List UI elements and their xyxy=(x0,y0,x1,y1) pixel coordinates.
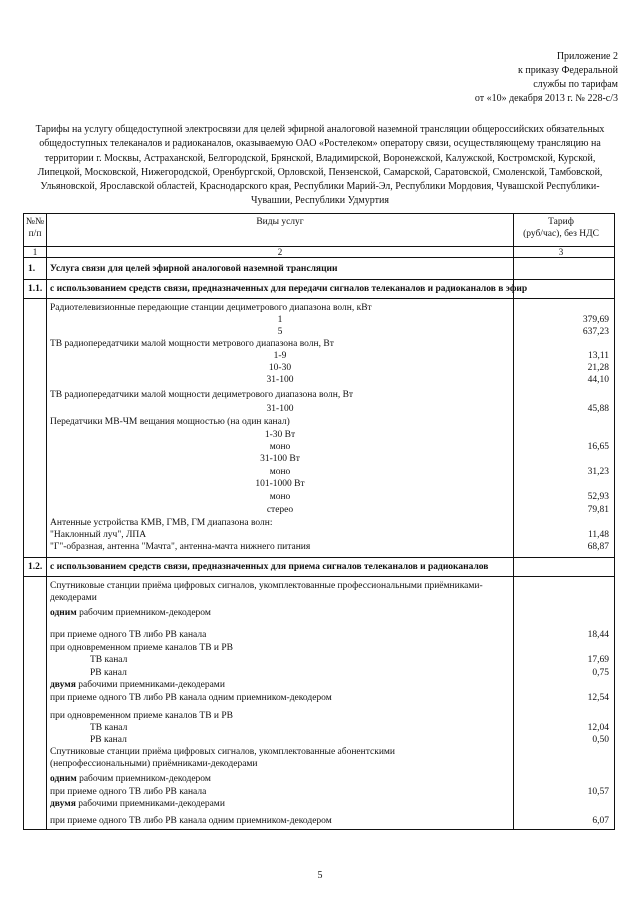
appendix-header xyxy=(398,50,618,106)
service-text: при приеме одного ТВ либо РВ канала xyxy=(50,787,207,797)
column-number: 3 xyxy=(558,247,564,257)
service-description xyxy=(50,642,233,654)
title-line: Липецкой, Московской, Нижегородской, Оренбургской, Орловской, Пензенской, Самарской, Саратовской, Смоленской, Тамбовской, xyxy=(37,166,603,178)
service-description xyxy=(50,302,372,314)
service-description xyxy=(50,758,258,770)
service-description xyxy=(50,541,310,553)
service-text: 1-9 xyxy=(273,351,287,361)
service-text: 101-1000 Вт xyxy=(255,479,305,489)
service-text: 10-30 xyxy=(268,363,292,373)
service-text: Передатчики МВ-ЧМ вещания мощностью (на один канал) xyxy=(50,417,290,427)
service-text: рабочими приемниками-декодерами xyxy=(75,680,225,690)
bold-qualifier: одним xyxy=(50,608,77,618)
service-description xyxy=(50,679,225,691)
tariff-value: 11,48 xyxy=(587,530,609,540)
service-description xyxy=(90,667,127,679)
tariff-value: 79,81 xyxy=(587,505,609,515)
service-description xyxy=(50,746,395,758)
service-text: РВ канал xyxy=(90,735,127,745)
table-border xyxy=(23,557,614,558)
row-number: 1. xyxy=(28,264,36,274)
row-number: 1.1. xyxy=(28,284,43,294)
service-description xyxy=(48,441,512,453)
service-text: 31-100 xyxy=(266,375,294,385)
service-text: стерео xyxy=(266,505,294,515)
service-text: ТВ канал xyxy=(90,655,128,665)
tariff-value: 44,10 xyxy=(587,375,609,385)
bold-qualifier: одним xyxy=(50,774,77,784)
service-description xyxy=(48,362,512,374)
service-description xyxy=(48,491,512,503)
appendix-line: к приказу Федеральной xyxy=(518,65,618,76)
service-text: при одновременном приеме каналов ТВ и РВ xyxy=(50,643,233,653)
table-border xyxy=(614,213,615,830)
service-description xyxy=(48,453,512,465)
service-description xyxy=(90,734,127,746)
service-text: при приеме одного ТВ либо РВ канала xyxy=(50,630,207,640)
service-text: 31-100 Вт xyxy=(260,454,300,464)
tariff-value: 45,88 xyxy=(587,404,609,414)
service-description xyxy=(50,815,332,827)
service-text: с использованием средств связи, предназначенных для передачи сигналов телеканалов и радиоканалов в эфир xyxy=(50,284,528,294)
service-description xyxy=(48,429,512,441)
service-text: РВ канал xyxy=(90,668,127,678)
service-description xyxy=(50,416,290,428)
service-text: Услуга связи для целей эфирной аналоговой наземной трансляции xyxy=(50,264,338,274)
tariff-value: 10,57 xyxy=(587,787,609,797)
tariff-value: 379,69 xyxy=(582,315,609,325)
service-description xyxy=(50,798,225,810)
service-description xyxy=(50,692,332,704)
table-border xyxy=(23,829,614,830)
service-text: "Г"-образная, антенна "Мачта", антенна-мачта нижнего питания xyxy=(50,542,311,552)
column-number: 1 xyxy=(32,247,38,257)
appendix-line: от «10» декабря 2013 г. № 228-с/3 xyxy=(474,93,618,104)
service-description xyxy=(48,504,512,516)
tariff-value: 17,69 xyxy=(587,655,609,665)
bold-qualifier: двумя xyxy=(50,680,76,690)
service-text: рабочим приемником-декодером xyxy=(76,608,211,618)
bold-qualifier: двумя xyxy=(50,799,76,809)
service-description xyxy=(90,654,127,666)
table-border xyxy=(23,213,614,214)
document-title xyxy=(24,123,616,209)
tariff-value: 52,93 xyxy=(587,492,609,502)
service-description xyxy=(50,629,206,641)
tariff-value: 12,54 xyxy=(587,693,609,703)
service-description xyxy=(48,403,512,415)
tariff-value: 13,11 xyxy=(587,351,609,361)
service-text: декодерами xyxy=(50,593,97,603)
service-description xyxy=(50,607,211,619)
service-text: (непрофессиональными) приёмниками-декодерами xyxy=(50,759,258,769)
title-line: общедоступных телеканалов и радиоканалов, оказываемую ОАО «Ростелеком» оператору связи, осуществляющему трансляцию на xyxy=(39,138,601,150)
row-number: 1.2. xyxy=(28,562,43,572)
service-description xyxy=(50,389,353,401)
tariff-value: 18,44 xyxy=(587,630,609,640)
service-description xyxy=(50,561,488,573)
service-description xyxy=(50,592,97,604)
service-text: моно xyxy=(269,442,291,452)
service-description xyxy=(50,529,146,541)
tariff-value: 21,28 xyxy=(587,363,609,373)
appendix-line: Приложение 2 xyxy=(556,51,618,62)
service-text: Антенные устройства КМВ, ГМВ, ГМ диапазона волн: xyxy=(50,518,273,528)
table-border xyxy=(23,298,614,299)
service-text: "Наклонный луч", ЛПА xyxy=(50,530,147,540)
service-description xyxy=(50,710,233,722)
service-text: моно xyxy=(269,492,291,502)
service-text: 31-100 xyxy=(266,404,294,414)
service-text: ТВ радиопередатчики малой мощности метрового диапазона волн, Вт xyxy=(50,339,334,349)
title-line: Тарифы на услугу общедоступной электросвязи для целей эфирной аналоговой наземной трансляции общероссийских обязательных xyxy=(35,124,605,135)
service-description xyxy=(50,773,211,785)
tariff-value: 0,75 xyxy=(592,668,609,678)
tariff-value: 16,65 xyxy=(587,442,609,452)
table-border xyxy=(23,576,614,577)
table-border xyxy=(23,279,614,280)
service-text: при приеме одного ТВ либо РВ канала одним приемником-декодером xyxy=(50,693,332,703)
table-border xyxy=(23,257,614,258)
table-border xyxy=(46,213,47,830)
service-text: Радиотелевизионные передающие станции дециметрового диапазона волн, кВт xyxy=(50,303,372,313)
service-text: ТВ канал xyxy=(90,723,128,733)
service-description xyxy=(50,517,273,529)
service-description xyxy=(48,326,512,338)
service-description xyxy=(48,374,512,386)
service-text: моно xyxy=(269,467,291,477)
tariff-value: 31,23 xyxy=(587,467,609,477)
service-description xyxy=(48,466,512,478)
service-text: при одновременном приеме каналов ТВ и РВ xyxy=(50,711,233,721)
title-line: территории г. Москвы, Астраханской, Белгородской, Брянской, Владимирской, Воронежской, Калужской, Костромской, Курской, xyxy=(44,152,596,164)
service-text: ТВ радиопередатчики малой мощности дециметрового диапазона волн, Вт xyxy=(50,390,354,400)
header-tariff-col: Тариф (руб/час), без НДС xyxy=(523,217,599,239)
service-description xyxy=(90,722,127,734)
tariff-value: 68,87 xyxy=(587,542,609,552)
service-description xyxy=(50,283,527,295)
tariff-value: 0,50 xyxy=(592,735,609,745)
column-number: 2 xyxy=(277,247,283,257)
service-text: Спутниковые станции приёма цифровых сигналов, укомплектованные абонентскими xyxy=(50,747,395,757)
service-description xyxy=(48,478,512,490)
service-text: рабочим приемником-декодером xyxy=(76,774,211,784)
service-description xyxy=(48,314,512,326)
header-num-col: №№ п/п xyxy=(25,217,45,239)
service-description xyxy=(50,263,338,275)
service-text: 1 xyxy=(277,315,283,325)
service-text: Спутниковые станции приёма цифровых сигналов, укомплектованные профессиональными приёмниками- xyxy=(50,581,483,591)
service-description xyxy=(50,338,334,350)
service-description xyxy=(50,786,206,798)
table-border xyxy=(23,213,24,830)
service-description xyxy=(48,350,512,362)
page-number: 5 xyxy=(317,870,323,881)
header-service-col: Виды услуг xyxy=(256,217,304,227)
service-description xyxy=(50,580,483,592)
title-line: Чувашии, Республики Удмуртия xyxy=(251,195,389,207)
service-text: с использованием средств связи, предназначенных для приема сигналов телеканалов и радиоканалов xyxy=(50,562,489,572)
tariff-value: 6,07 xyxy=(592,816,609,826)
service-text: 5 xyxy=(277,327,283,337)
service-text: при приеме одного ТВ либо РВ канала одним приемником-декодером xyxy=(50,816,332,826)
title-line: Ульяновской, Ярославской областей, Краснодарского края, Республики Марий-Эл, Республики Мордовия, Чувашской Республики- xyxy=(40,181,600,193)
service-text: рабочими приемниками-декодерами xyxy=(75,799,225,809)
service-text: 1-30 Вт xyxy=(264,430,296,440)
tariff-value: 12,04 xyxy=(587,723,609,733)
appendix-line: службы по тарифам xyxy=(533,79,618,90)
tariff-value: 637,23 xyxy=(582,327,609,337)
